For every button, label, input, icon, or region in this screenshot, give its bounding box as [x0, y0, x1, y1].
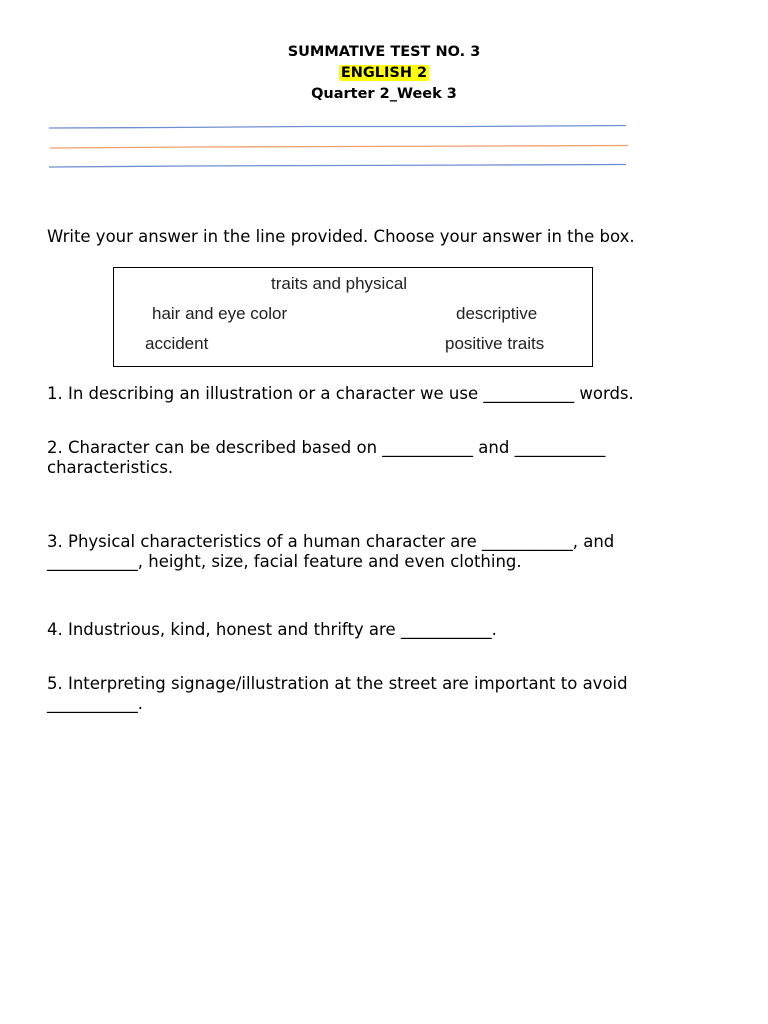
answer-choices-box	[113, 267, 593, 367]
handwriting-guide-lines	[48, 118, 630, 174]
choice-descriptive: descriptive	[456, 304, 538, 323]
test-header	[0, 42, 768, 105]
guide-line-bottom	[49, 165, 626, 168]
choice-positive-traits: positive traits	[445, 334, 545, 353]
guide-line-middle	[50, 146, 628, 149]
choice-accident: accident	[145, 334, 209, 353]
quarter-week-label: Quarter 2_Week 3	[311, 86, 457, 102]
question-1: 1. In describing an illustration or a character we use ___________ words.	[47, 384, 634, 403]
question-2: 2. Character can be described based on ___________ and ___________ characteristics.	[47, 438, 606, 477]
choice-hair-and-eye-color: hair and eye color	[152, 304, 288, 323]
choice-traits-and-physical: traits and physical	[271, 274, 408, 293]
subject-label: ENGLISH 2	[340, 65, 428, 81]
question-4: 4. Industrious, kind, honest and thrifty are ___________.	[47, 620, 497, 639]
question-3: 3. Physical characteristics of a human character are ___________, and ___________, height, size, facial feature and even clothing.	[47, 532, 615, 571]
test-title: SUMMATIVE TEST NO. 3	[287, 44, 481, 60]
subject-line	[0, 63, 768, 84]
guide-line-top	[49, 126, 626, 129]
question-5: 5. Interpreting signage/illustration at the street are important to avoid ___________.	[47, 674, 628, 713]
instructions-text: Write your answer in the line provided. Choose your answer in the box.	[47, 227, 635, 246]
